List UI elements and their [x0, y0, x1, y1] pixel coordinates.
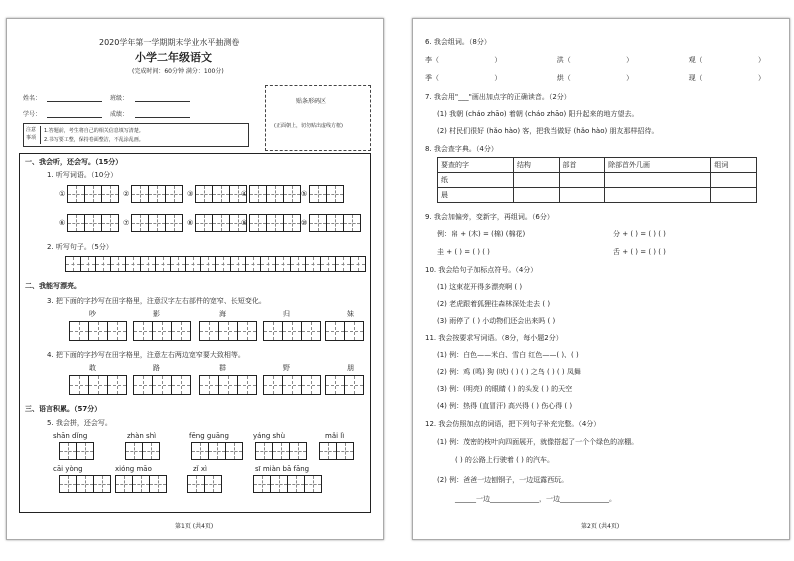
q3-grid-1[interactable] [69, 321, 127, 341]
page-1-footer: 第1页 (共4页) [175, 523, 214, 530]
section-1-title: 一、我会听，还会写。（15分） [25, 158, 123, 166]
q12-title: 12. 我会仿照加点的词语，把下列句子补充完整。（4分） [425, 420, 601, 428]
q1-grid-6[interactable] [67, 214, 119, 232]
q8-cell[interactable] [513, 188, 559, 203]
q1-num-5: ⑤ [301, 190, 308, 198]
q3-grid-2[interactable] [133, 321, 191, 341]
notice-line-2: 2.书写要工整，保持卷面整洁，不乱涂乱画。 [44, 137, 144, 143]
q11-title: 11. 我会按要求写词语。（8分，每小题2分） [425, 334, 563, 342]
q1-num-1: ① [59, 190, 66, 198]
exam-page-1 [6, 18, 384, 540]
q8-cell[interactable] [513, 173, 559, 188]
q3-char-1: 吵 [89, 310, 96, 318]
q8-h2: 结构 [513, 158, 559, 173]
q3-char-3: 海 [219, 310, 226, 318]
q6-row-2[interactable] [425, 73, 765, 83]
q5-pinyin-2: zhàn shì [127, 432, 157, 440]
q1-grid-5[interactable] [309, 185, 344, 203]
barcode-note: (正面朝上，切勿贴出虚线方框) [274, 123, 343, 129]
q11-item-2[interactable]: (2) 例：鸡 (鸣) 狗 (吠) ( ) ( ) 之鸟 ( ) ( ) 凤舞 [437, 368, 581, 376]
notice-line-1: 1.答题前，考生将自己的相关信息填写清楚。 [44, 128, 144, 134]
section-2-title: 二、我能写漂亮。 [25, 282, 81, 290]
q9-item-1[interactable]: 分 + ( ) = ( ) ( ) [613, 230, 666, 238]
name-label: 姓名： [23, 95, 42, 102]
q5-pinyin-9: sī miàn bā fāng [255, 465, 310, 473]
q5-pinyin-4: yáng shù [253, 432, 286, 440]
q7-item-2[interactable]: (2) 村民们很好 (hǎo hào) 客，把我当做好 (hǎo hào) 朋友那样招待。 [437, 127, 659, 135]
q1-num-7: ⑦ [123, 219, 130, 227]
q8-cell[interactable] [711, 188, 757, 203]
q4-char-4: 野 [283, 364, 290, 372]
q3-char-5: 妹 [347, 310, 354, 318]
q4-grid-3[interactable] [199, 375, 257, 395]
q1-num-4: ④ [241, 190, 248, 198]
q1-num-9: ⑨ [241, 219, 248, 227]
q12-example-2: (2) 例：爸爸一边刨钢子，一边逗露西玩。 [437, 476, 569, 484]
q6-r2-f: ） [757, 74, 765, 82]
score-label: 成绩： [110, 111, 129, 118]
q1-grid-8[interactable] [195, 214, 247, 232]
q5-pinyin-5: mǎi lì [325, 432, 345, 440]
q6-r2-c: 烘（ [556, 74, 571, 82]
q5-pinyin-8: zǐ xì [193, 465, 207, 473]
q2-title: 2. 听写句子。（5分） [47, 243, 113, 251]
q12-answer-2[interactable]: ______一边______________，一边______________。 [455, 495, 616, 503]
q5-grid-3[interactable] [191, 442, 243, 460]
q8-cell[interactable] [559, 173, 605, 188]
q6-r1-b: ） [494, 56, 502, 64]
section-3-title: 三、语言积累。（57分） [25, 405, 102, 413]
q6-r1-a: 李（ [425, 56, 439, 64]
q9-item-3[interactable]: 舌 + ( ) = ( ) ( ) [613, 248, 666, 256]
q1-num-2: ② [123, 190, 130, 198]
q1-num-3: ③ [187, 190, 194, 198]
barcode-title: 贴条形码区 [296, 98, 327, 105]
q4-grid-4[interactable] [263, 375, 321, 395]
score-field[interactable] [135, 117, 190, 118]
class-field[interactable] [135, 101, 190, 102]
q1-grid-4[interactable] [249, 185, 301, 203]
q3-grid-3[interactable] [199, 321, 257, 341]
q1-grid-2[interactable] [131, 185, 183, 203]
q1-grid-9[interactable] [249, 214, 301, 232]
q7-item-1[interactable]: (1) 我朝 (cháo zhāo) 着朝 (cháo zhāo) 阳升起来的地方望去。 [437, 110, 639, 118]
q5-grid-5[interactable] [319, 442, 354, 460]
q5-pinyin-7: xióng māo [115, 465, 152, 473]
barcode-area [265, 85, 371, 151]
q10-item-2[interactable]: (2) 老虎跟着狐狸往森林深处走去 ( ) [437, 300, 551, 308]
q8-title: 8. 我会查字典。（4分） [425, 145, 498, 153]
page-2-footer: 第2页 (共4页) [581, 523, 620, 530]
q3-grid-5[interactable] [325, 321, 364, 341]
q6-title: 6. 我会组词。（8分） [425, 38, 491, 46]
q6-r2-d: ） [626, 74, 634, 82]
q1-grid-1[interactable] [67, 185, 119, 203]
q8-table [437, 157, 757, 203]
q1-num-6: ⑥ [59, 219, 66, 227]
q8-char-2: 晨 [438, 188, 514, 203]
exam-title: 2020学年第一学期期末学业水平抽测卷 [99, 38, 240, 47]
notice-label: 注意事项 [26, 126, 41, 144]
q4-char-3: 群 [219, 364, 226, 372]
q10-item-1[interactable]: (1) 这束花开得多漂亮啊 ( ) [437, 283, 523, 291]
q6-r1-e: 观（ [688, 56, 703, 64]
q3-title: 3. 把下面的字抄写在田字格里，注意汉字左右部件的宽窄、长短变化。 [47, 297, 266, 305]
q4-title: 4. 把下面的字抄写在田字格里，注意左右两边宽窄要大致相等。 [47, 351, 245, 359]
q5-grid-4[interactable] [255, 442, 307, 460]
class-label: 班级： [110, 95, 129, 102]
subject-title: 小学二年级语文 [135, 51, 212, 64]
q8-header-row [438, 158, 757, 173]
table-row [438, 188, 757, 203]
q3-char-4: 归 [283, 310, 290, 318]
q8-cell[interactable] [711, 173, 757, 188]
q1-num-10: ⑩ [301, 219, 308, 227]
q6-r1-c: 洪（ [556, 56, 571, 64]
q6-row-1[interactable] [425, 55, 765, 65]
q5-title: 5. 我会拼，还会写。 [47, 419, 112, 427]
q1-title: 1. 听写词语。（10分） [47, 171, 118, 179]
q4-grid-2[interactable] [133, 375, 191, 395]
q5-grid-2[interactable] [125, 442, 160, 460]
q9-title: 9. 我会加偏旁，变新字，再组词。（6分） [425, 213, 554, 221]
q8-h5: 组词 [711, 158, 757, 173]
q8-h1: 要查的字 [438, 158, 514, 173]
id-label: 学号： [23, 111, 42, 118]
q5-pinyin-6: cāi yòng [53, 465, 83, 473]
q1-grid-3[interactable] [195, 185, 247, 203]
q6-r2-e: 现（ [688, 74, 703, 82]
q1-num-8: ⑧ [187, 219, 194, 227]
q10-title: 10. 我会给句子加标点符号。（4分） [425, 266, 538, 274]
q6-r1-d: ） [626, 56, 634, 64]
id-field[interactable] [47, 117, 102, 118]
q8-cell[interactable] [559, 188, 605, 203]
q5-grid-9[interactable] [253, 475, 322, 493]
q4-char-1: 敢 [89, 364, 96, 372]
q8-h3: 部首 [559, 158, 605, 173]
q11-item-1[interactable]: (1) 例：白色——米白、雪白 红色——( )、( ) [437, 351, 579, 359]
q1-grid-7[interactable] [131, 214, 183, 232]
exam-page-2 [412, 18, 790, 540]
q9-item-2[interactable]: 圭 + ( ) = ( ) ( ) [437, 248, 490, 256]
q2-sentence-grid[interactable] [65, 256, 366, 272]
q5-pinyin-1: shān dǐng [53, 432, 88, 440]
q4-char-5: 朋 [347, 364, 354, 372]
notice-box [23, 123, 249, 147]
q3-char-2: 影 [153, 310, 160, 318]
table-row [438, 173, 757, 188]
q12-answer-1[interactable]: ( ) 的公路上行驶着 ( ) 的汽车。 [455, 456, 555, 464]
q5-grid-8[interactable] [187, 475, 222, 493]
q6-r2-b: ） [494, 74, 502, 82]
q6-r1-f: ） [757, 56, 765, 64]
q12-example-1: (1) 例：茂密的枝叶向四面展开，就像搭起了一个个绿色的凉棚。 [437, 438, 639, 446]
q4-char-2: 路 [153, 364, 160, 372]
name-field[interactable] [47, 101, 102, 102]
q5-grid-6[interactable] [59, 475, 111, 493]
q3-grid-4[interactable] [263, 321, 321, 341]
q8-cell[interactable] [605, 188, 711, 203]
q7-title: 7. 我会用"___"画出加点字的正确读音。（2分） [425, 93, 571, 101]
q8-cell[interactable] [605, 173, 711, 188]
q5-pinyin-3: fēng guāng [189, 432, 229, 440]
q8-char-1: 纸 [438, 173, 514, 188]
q10-item-3[interactable]: (3) 雨停了 ( ) 小动物们还会出来吗 ( ) [437, 317, 556, 325]
q4-grid-1[interactable] [69, 375, 127, 395]
q6-r2-a: 季（ [425, 74, 439, 82]
q5-grid-1[interactable] [59, 442, 94, 460]
q8-h4: 除部首外几画 [605, 158, 711, 173]
q11-item-3[interactable]: (3) 例：(明亮) 的眼睛 ( ) 的头发 ( ) 的天空 [437, 385, 573, 393]
q1-grid-10[interactable] [309, 214, 361, 232]
q11-item-4[interactable]: (4) 例：热得 (直冒汗) 高兴得 ( ) 伤心得 ( ) [437, 402, 573, 410]
exam-info: (完成时间：60分钟 满分：100分) [132, 68, 224, 75]
q9-example: 例：帛 + (木) = (棉) (棉花) [437, 230, 526, 238]
q5-grid-7[interactable] [115, 475, 167, 493]
q4-grid-5[interactable] [325, 375, 364, 395]
